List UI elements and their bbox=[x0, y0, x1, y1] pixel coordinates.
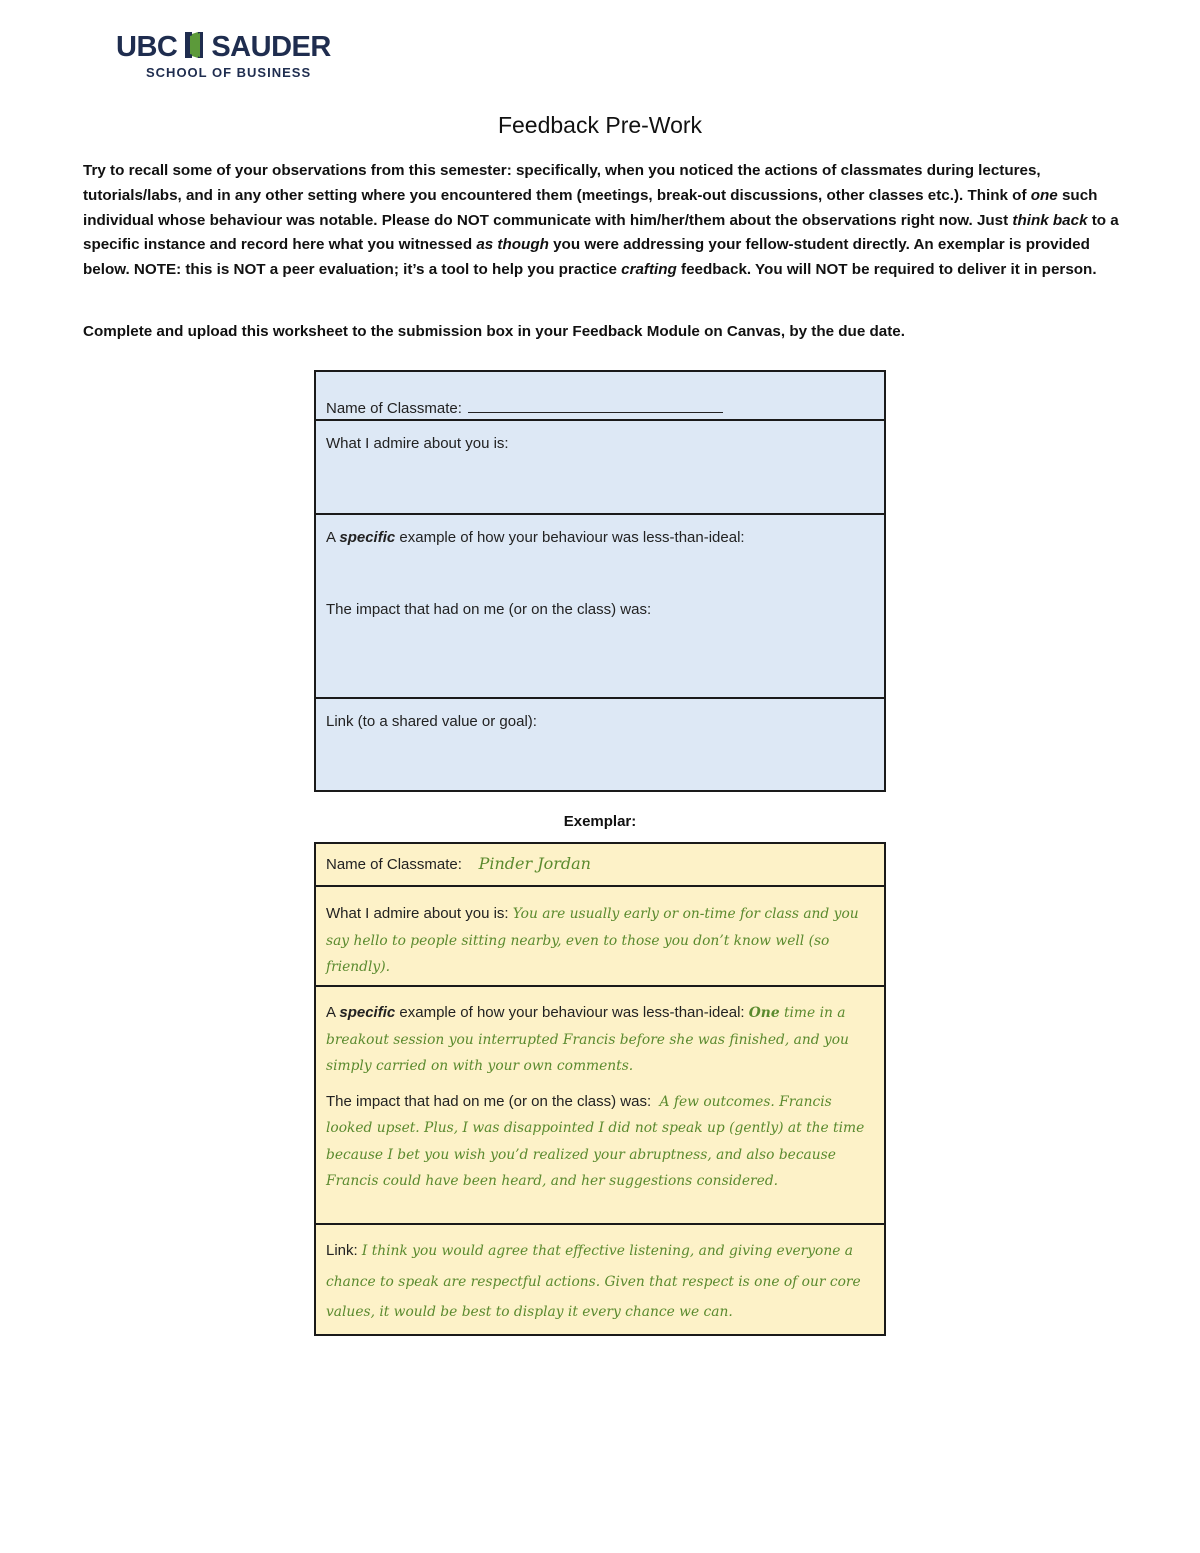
worksheet-specific-word: specific bbox=[339, 529, 396, 546]
worksheet-link-label: Link (to a shared value or goal): bbox=[326, 713, 537, 730]
worksheet-specific-b: example of how your behaviour was less-than-ideal: bbox=[395, 529, 745, 546]
worksheet-admire-label: What I admire about you is: bbox=[326, 435, 509, 452]
exemplar-specific-b: example of how your behaviour was less-than-ideal: bbox=[395, 1004, 745, 1021]
intro-text-b: such individual whose behaviour was notable. Please do NOT communicate with him/her/them about the observations right now. Just bbox=[83, 186, 1098, 229]
logo-sauder-text: SAUDER bbox=[211, 31, 331, 63]
intro-text-d: you were addressing your fellow-student directly. An exemplar is provided below. NOTE: this is NOT a peer evaluation; it’s a tool to help you practice bbox=[83, 236, 1090, 279]
worksheet-specific-label bbox=[326, 529, 745, 546]
logo-wordmark bbox=[116, 30, 331, 64]
exemplar-link-label: Link: bbox=[326, 1242, 358, 1259]
exemplar-specific-one: One bbox=[748, 1005, 780, 1021]
logo-ubc-text: UBC bbox=[116, 31, 178, 63]
exemplar-specific-value: time in a breakout session you interrupted Francis before she was finished, and you simply carried on with your own comments. bbox=[326, 1005, 849, 1074]
logo-door-icon bbox=[181, 30, 207, 60]
worksheet-specific-a: A bbox=[326, 529, 340, 546]
exemplar-admire-para bbox=[326, 901, 872, 981]
intro-emph-crafting: crafting bbox=[621, 261, 677, 279]
worksheet-table bbox=[314, 370, 886, 792]
exemplar-link-value: I think you would agree that effective listening, and giving everyone a chance to speak are respectful actions. Given that respect is one of our core values, it would be best to display it every chance we can. bbox=[326, 1243, 861, 1320]
ubc-sauder-logo bbox=[116, 30, 346, 86]
logo-subtitle: SCHOOL OF BUSINESS bbox=[146, 65, 312, 80]
intro-emph-one: one bbox=[1030, 186, 1058, 204]
exemplar-table bbox=[314, 842, 886, 1336]
name-blank-line[interactable] bbox=[468, 398, 723, 413]
exemplar-specific-word: specific bbox=[339, 1004, 396, 1021]
exemplar-row-name bbox=[316, 844, 884, 886]
submission-instruction: Complete and upload this worksheet to the submission box in your Feedback Module on Canvas, by the due date. bbox=[83, 323, 905, 340]
exemplar-name-value: Pinder Jordan bbox=[478, 854, 591, 873]
exemplar-row-link bbox=[316, 1223, 884, 1334]
intro-text-a: Try to recall some of your observations from this semester: specifically, when you noticed the actions of classmates during lectures, tutorials/labs, and in any other setting where you encountered them (meetings, break-out discussions, other classes etc.). Think of bbox=[83, 162, 1041, 204]
worksheet-name-label-wrap bbox=[326, 398, 723, 417]
intro-text-e: feedback. You will NOT be required to deliver it in person. bbox=[676, 261, 1097, 279]
worksheet-row-admire[interactable] bbox=[316, 419, 884, 514]
intro-text-c: to a specific instance and record here what you witnessed bbox=[83, 211, 1119, 254]
exemplar-heading: Exemplar: bbox=[563, 813, 637, 830]
exemplar-link-para bbox=[326, 1236, 872, 1328]
exemplar-impact-para bbox=[326, 1089, 872, 1195]
worksheet-row-name[interactable] bbox=[316, 372, 884, 421]
exemplar-admire-value: You are usually early or on-time for class and you say hello to people sitting nearby, even to those you don’t know well (so friendly). bbox=[326, 906, 859, 975]
exemplar-row-admire bbox=[316, 885, 884, 987]
intro-emph-think-back: think back bbox=[1012, 211, 1088, 229]
exemplar-row-specific-impact bbox=[316, 985, 884, 1225]
worksheet-row-specific-impact[interactable] bbox=[316, 513, 884, 697]
worksheet-row-link[interactable] bbox=[316, 697, 884, 792]
worksheet-name-label: Name of Classmate: bbox=[326, 400, 462, 417]
intro-paragraph bbox=[83, 159, 1123, 283]
exemplar-specific-para bbox=[326, 1000, 872, 1080]
exemplar-name-line bbox=[326, 854, 591, 873]
worksheet-impact-label: The impact that had on me (or on the class) was: bbox=[326, 601, 652, 618]
exemplar-impact-label: The impact that had on me (or on the class) was: bbox=[326, 1092, 652, 1110]
exemplar-specific-a: A bbox=[326, 1004, 340, 1021]
exemplar-impact-value: A few outcomes. Francis looked upset. Plus, I was disappointed I did not speak up (gently) at the time because I bet you wish you’d realized your abruptness, and also because Francis could have been heard, and her suggestions considered. bbox=[326, 1093, 865, 1189]
intro-emph-as-though: as though bbox=[476, 236, 549, 254]
exemplar-admire-label: What I admire about you is: bbox=[326, 905, 509, 922]
exemplar-name-label: Name of Classmate: bbox=[326, 856, 462, 873]
page-title: Feedback Pre-Work bbox=[497, 112, 703, 138]
